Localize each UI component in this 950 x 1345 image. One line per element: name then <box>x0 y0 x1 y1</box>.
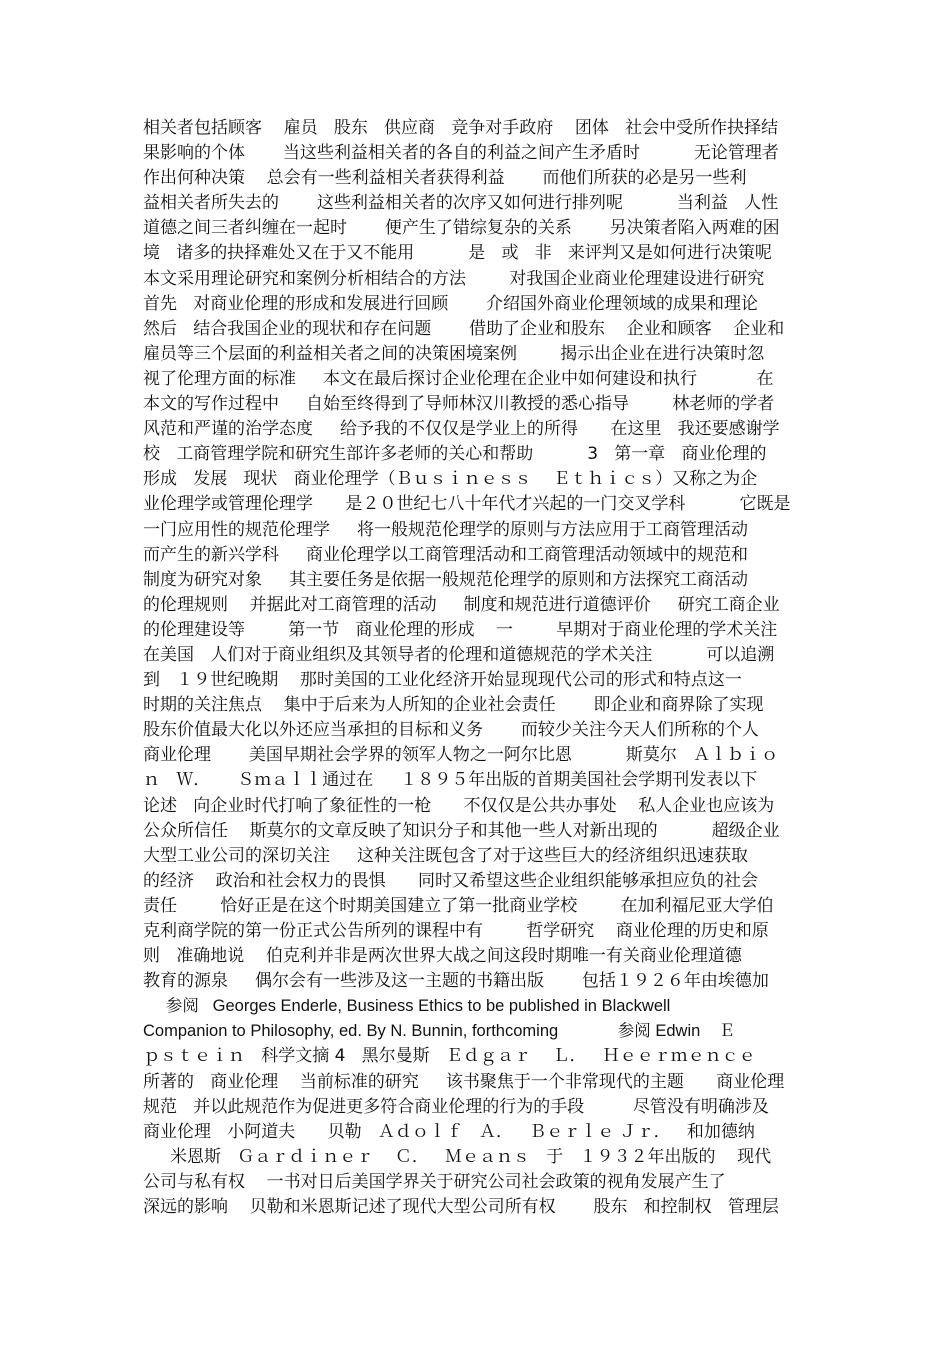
text-line: 校 工商管理学院和研究生部许多老师的关心和帮助 3 第一章 商业伦理的 <box>143 444 767 465</box>
text-line: 视了伦理方面的标准 本文在最后探讨企业伦理在企业中如何建设和执行 在 <box>143 368 774 389</box>
text-line: 商业伦理 小阿道夫 贝勒 Ａｄｏｌｆ Ａ． Ｂｅｒｌｅ Ｊｒ． 和加德纳 <box>143 1121 755 1142</box>
text-line: 所著的 商业伦理 当前标准的研究 该书聚焦于一个非常现代的主题 商业伦理 <box>143 1071 785 1092</box>
text-line: 相关者包括顾客 雇员 股东 供应商 竞争对手政府 团体 社会中受所作抉择结 <box>143 118 779 138</box>
text-line: 克利商学院的第一份正式公告所列的课程中有 哲学研究 商业伦理的历史和原 <box>143 921 769 941</box>
footnote-line: 参阅 Georges Enderle, Business Ethics to be published in Blackwell <box>143 997 671 1016</box>
text-line: 道德之间三者纠缠在一起时 便产生了错综复杂的关系 另决策者陷入两难的困 <box>143 218 780 239</box>
text-line: 果影响的个体 当这些利益相关者的各自的利益之间产生矛盾时 无论管理者 <box>143 143 779 164</box>
text-line: 公众所信任 斯莫尔的文章反映了知识分子和其他一些人对新出现的 超级企业 <box>143 820 780 841</box>
text-line: 境 诸多的抉择难处又在于又不能用 是 或 非 来评判又是如何进行决策呢 <box>143 243 772 264</box>
text-line: 深远的影响 贝勒和米恩斯记述了现代大型公司所有权 股东 和控制权 管理层 <box>143 1197 779 1218</box>
text-line: 则 准确地说 伯克利并非是两次世界大战之间这段时期唯一有关商业伦理道德 <box>143 946 742 967</box>
text-line: 风范和严谨的治学态度 给予我的不仅仅是学业上的所得 在这里 我还要感谢学 <box>143 419 780 440</box>
text-line: 规范 并以此规范作为促进更多符合商业伦理的行为的手段 尽管没有明确涉及 <box>143 1096 769 1117</box>
text-line: 的伦理规则 并据此对工商管理的活动 制度和规范进行道德评价 研究工商企业 <box>143 594 780 615</box>
text-line: ｎ Ｗ． Ｓｍａｌｌ通过在 １８９５年出版的首期美国社会学期刊发表以下 <box>143 770 758 791</box>
body-text <box>143 116 813 1220</box>
text-line: 公司与私有权 一书对日后美国学界关于研究公司社会政策的视角发展产生了 <box>143 1171 726 1192</box>
text-line: 首先 对商业伦理的形成和发展进行回顾 介绍国外商业伦理领域的成果和理论 <box>143 293 759 314</box>
text-line: 一门应用性的规范伦理学 将一般规范伦理学的原则与方法应用于工商管理活动 <box>143 519 749 540</box>
text-line: 业伦理学或管理伦理学 是２０世纪七八十年代才兴起的一门交叉学科 它既是 <box>143 494 791 515</box>
text-line: 形成 发展 现状 商业伦理学（Ｂｕｓｉｎｅｓｓ Ｅｔｈｉｃｓ）又称之为企 <box>143 469 758 490</box>
text-line: 雇员等三个层面的利益相关者之间的决策困境案例 揭示出企业在进行决策时忽 <box>143 343 765 364</box>
text-line: 的伦理建设等 第一节 商业伦理的形成 一 早期对于商业伦理的学术关注 <box>143 619 778 640</box>
footnote-line: Companion to Philosophy, ed. By N. Bunnin, forthcoming 参阅 Edwin Ｅ <box>143 1022 736 1041</box>
text-line: 本文采用理论研究和案例分析相结合的方法 对我国企业商业伦理建设进行研究 <box>143 268 765 289</box>
text-line: 然后 结合我国企业的现状和存在问题 借助了企业和股东 企业和顾客 企业和 <box>143 318 785 339</box>
text-line: 股东价值最大化以外还应当承担的目标和义务 而较少关注今天人们所称的个人 <box>143 720 759 741</box>
text-line: 教育的源泉 偶尔会有一些涉及这一主题的书籍出版 包括１９２６年由埃德加 <box>143 971 769 992</box>
text-line: 商业伦理 美国早期社会学界的领军人物之一阿尔比恩 斯莫尔 Ａｌｂｉｏ <box>143 745 779 766</box>
text-line: 而产生的新兴学科 商业伦理学以工商管理活动和工商管理活动领域中的规范和 <box>143 544 749 565</box>
text-line: 在美国 人们对于商业组织及其领导者的伦理和道德规范的学术关注 可以追溯 <box>143 644 775 665</box>
text-line: 益相关者所失去的 这些利益相关者的次序又如何进行排列呢 当利益 人性 <box>143 193 779 214</box>
text-line: 大型工业公司的深切关注 这种关注既包含了对于这些巨大的经济组织迅速获取 <box>143 845 749 866</box>
text-line: 制度为研究对象 其主要任务是依据一般规范伦理学的原则和方法探究工商活动 <box>143 569 749 590</box>
text-line: 米恩斯 Ｇａｒｄｉｎｅｒ Ｃ． Ｍｅａｎｓ 于 １９３２年出版的 现代 <box>143 1146 772 1167</box>
text-line: 到 １９世纪晚期 那时美国的工业化经济开始显现现代公司的形式和特点这一 <box>143 670 742 691</box>
text-line: 本文的写作过程中 自始至终得到了导师林汉川教授的悉心指导 林老师的学者 <box>143 394 775 415</box>
text-line: 的经济 政治和社会权力的畏惧 同时又希望这些企业组织能够承担应负的社会 <box>143 870 759 891</box>
text-line: 责任 恰好正是在这个时期美国建立了第一批商业学校 在加利福尼亚大学伯 <box>143 895 774 916</box>
text-line: 时期的关注焦点 集中于后来为人所知的企业社会责任 即企业和商界除了实现 <box>143 695 764 716</box>
text-line: 作出何种决策 总会有一些利益相关者获得利益 而他们所获的必是另一些利 <box>143 168 747 189</box>
text-line: 论述 向企业时代打响了象征性的一枪 不仅仅是公共办事处 私人企业也应该为 <box>143 795 775 816</box>
text-line: ｐｓｔｅｉｎ 科学文摘 4 黑尔曼斯 Ｅｄｇａｒ Ｌ． Ｈｅｅｒｍｅｎｃｅ <box>143 1046 756 1067</box>
